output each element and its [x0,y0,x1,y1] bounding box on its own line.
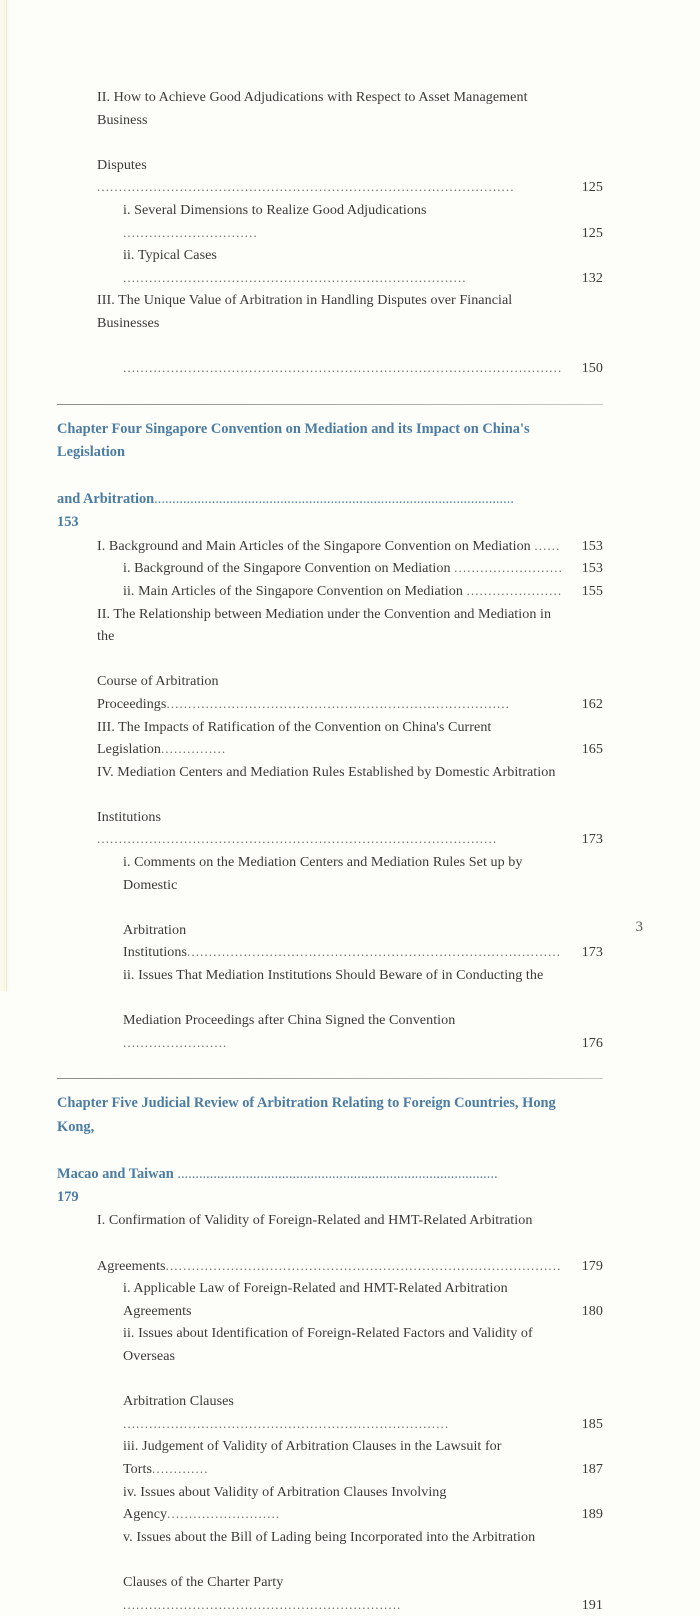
toc-entry-line [97,1255,563,1278]
toc-entry-line [123,1277,563,1322]
toc-entry-text: iv. Issues about Validity of Arbitration Clauses Involving Agency [123,1483,447,1523]
toc-dot-leader: .......................... [167,1506,281,1522]
toc-entry[interactable] [123,1322,603,1435]
toc-page-number: 165 [581,741,603,758]
toc-page-number: 179 [581,1257,603,1274]
toc-entry-text: Clauses of the Charter Party [123,1573,284,1590]
toc-entry-line [123,357,563,380]
toc-entry[interactable] [123,851,603,964]
toc-entry-line [57,1163,563,1186]
toc-dot-leader: ............. [152,1460,209,1476]
toc-entry-line [123,1435,563,1480]
toc-entry-line [123,557,563,580]
toc-entry-text: v. Issues about the Bill of Lading being Incorporated into the Arbitration [123,1528,536,1545]
toc-entry-text: i. Comments on the Mediation Centers and Mediation Rules Set up by Domestic [123,854,523,893]
toc-entry-line [57,1092,563,1139]
toc-entry[interactable] [97,535,603,558]
toc-dot-leader: ............................................................................................ [97,831,498,847]
toc-entry[interactable] [97,86,603,199]
toc-entry-line [97,670,563,715]
toc-entry[interactable] [123,244,603,289]
toc-entry[interactable] [97,761,603,851]
toc-entry-line [97,1209,563,1232]
toc-page-number: 191 [581,1596,603,1613]
toc-entry-text: Chapter Four Singapore Convention on Mediation and its Impact on China's Legislation [57,420,530,461]
toc-entry-text: IV. Mediation Centers and Mediation Rules Established by Domestic Arbitration [97,763,556,780]
toc-dot-leader: ........................................................................... [123,1415,450,1431]
toc-entry[interactable] [123,1481,603,1526]
toc-page-number: 173 [581,831,603,848]
toc-entry-text: ii. Main Articles of the Singapore Convention on Mediation [123,582,467,599]
toc-dot-leader: ...... [534,537,561,553]
chapter-separator-rule [57,404,603,405]
toc-entry[interactable] [123,964,603,1054]
toc-entry-line [123,1009,563,1054]
toc-entry-text: Arbitration Institutions [123,921,188,961]
toc-entry-line [97,716,563,761]
toc-page-number: 180 [581,1302,603,1319]
toc-entry-text: Mediation Proceedings after China Signed the Convention [123,1012,456,1029]
toc-dot-leader: ........................................................................................... [165,1257,562,1273]
toc-entry-line [123,1390,563,1435]
toc-entry-text: II. The Relationship between Mediation under the Convention and Mediation in the [97,605,552,645]
toc-page-number: 176 [581,1034,603,1051]
toc-entry-line [123,1481,563,1526]
toc-entry-text: i. Several Dimensions to Realize Good Adjudications [123,201,427,218]
toc-dot-leader: ........................ [123,1034,228,1050]
toc-entry-text: Institutions [97,808,162,825]
toc-entry-line [123,244,563,289]
toc-page-number: 153 [581,537,603,554]
toc-page-number: 173 [581,944,603,961]
toc-page-number: 185 [581,1415,603,1432]
chapter-separator-rule [57,1078,603,1079]
toc-dot-leader: ............... [160,741,227,757]
toc-entry-text: ii. Typical Cases [123,247,217,264]
toc-entry-text: i. Background of the Singapore Convention on Mediation [123,560,455,577]
toc-entry[interactable] [123,1435,603,1480]
toc-entry-line [57,488,563,511]
toc-dot-leader: ..................................................................................................... [123,360,563,376]
toc-entry-text: Agreements [97,1257,166,1274]
toc-dot-leader: ......................... [454,560,563,576]
toc-dot-leader: ............................................................................... [166,695,511,711]
toc-entry-text: III. The Unique Value of Arbitration in Handling Disputes over Financial Businesses [97,292,513,331]
toc-page-number: 153 [581,560,603,577]
toc-entry[interactable] [123,1277,603,1322]
toc-entry[interactable] [123,199,603,244]
toc-dot-leader: ................................................................................................ [97,179,515,195]
table-of-contents [57,86,603,1616]
toc-entry[interactable] [123,580,603,603]
toc-dot-leader: ............................... [123,224,258,240]
toc-entry[interactable] [97,603,603,716]
toc-entry-line [123,580,563,603]
toc-dot-leader: ......................................................................................... [177,1165,498,1182]
toc-entry-text: and Arbitration [57,490,155,507]
toc-dot-leader: ............................................................................... [123,269,467,285]
toc-entry-line [97,154,563,199]
toc-page-number: 125 [581,179,603,196]
toc-page-number: 179 [57,1189,79,1206]
toc-page-number: 162 [581,695,603,712]
toc-entry-text: ii. Issues about Identification of Foreign-Related Factors and Validity of Overseas [123,1325,533,1364]
toc-dot-leader: ...................... [466,582,563,598]
toc-entry-line [97,603,563,648]
toc-entry-text: Course of Arbitration Proceedings [97,673,219,712]
toc-entry-text: Disputes [97,156,147,173]
toc-entry[interactable] [123,1526,603,1616]
toc-entry-line [123,964,563,987]
toc-entry-line [123,851,563,896]
toc-page-number: 189 [581,1506,603,1523]
toc-chapter-heading[interactable] [57,418,603,535]
toc-entry-text: III. The Impacts of Ratification of the Convention on China's Current Legislation [97,718,492,758]
toc-entry[interactable] [97,1209,603,1277]
toc-entry[interactable] [97,289,603,379]
page-edge-line [6,0,7,991]
toc-page-number: 125 [581,224,603,241]
toc-dot-leader: .................................................................................................... [154,490,514,507]
toc-entry-line [123,1526,563,1549]
toc-page-number: 187 [581,1460,603,1477]
page-number-folio: 3 [635,919,643,935]
toc-page-number: 150 [581,360,603,377]
toc-entry-text: Macao and Taiwan [57,1165,178,1182]
toc-page-number: 153 [57,514,79,531]
toc-entry-line [97,806,563,851]
toc-entry-line [123,1571,563,1616]
toc-entry-line [97,289,563,334]
toc-entry-line [97,86,563,131]
toc-entry-text: Chapter Five Judicial Review of Arbitration Relating to Foreign Countries, Hong Kong, [57,1095,556,1135]
toc-entry-line [57,418,563,465]
toc-page-number: 132 [581,269,603,286]
toc-entry-text: ii. Issues That Mediation Institutions Should Beware of in Conducting the [123,967,544,984]
page-edge-tint [0,0,10,991]
toc-entry-text: I. Confirmation of Validity of Foreign-Related and HMT-Related Arbitration [97,1212,533,1229]
toc-chapter-heading[interactable] [57,1092,603,1209]
toc-entry-line [123,919,563,964]
toc-entry-text: Arbitration Clauses [123,1393,234,1410]
toc-entry-text: iii. Judgement of Validity of Arbitration Clauses in the Lawsuit for Torts [123,1438,502,1477]
toc-entry-text: i. Applicable Law of Foreign-Related and HMT-Related Arbitration Agreements [123,1280,508,1319]
toc-entry-text: I. Background and Main Articles of the Singapore Convention on Mediation [97,537,535,554]
toc-page-number: 155 [581,582,603,599]
toc-entry-text: II. How to Achieve Good Adjudications with Respect to Asset Management Business [97,89,528,128]
toc-entry[interactable] [123,557,603,580]
toc-entry-line [97,761,563,784]
toc-dot-leader: ................................................................ [123,1596,402,1612]
toc-entry[interactable] [97,716,603,761]
toc-dot-leader: ...................................................................................... [187,944,562,960]
toc-entry-line [97,535,563,558]
toc-entry-line [123,199,563,244]
toc-entry-line [123,1322,563,1367]
